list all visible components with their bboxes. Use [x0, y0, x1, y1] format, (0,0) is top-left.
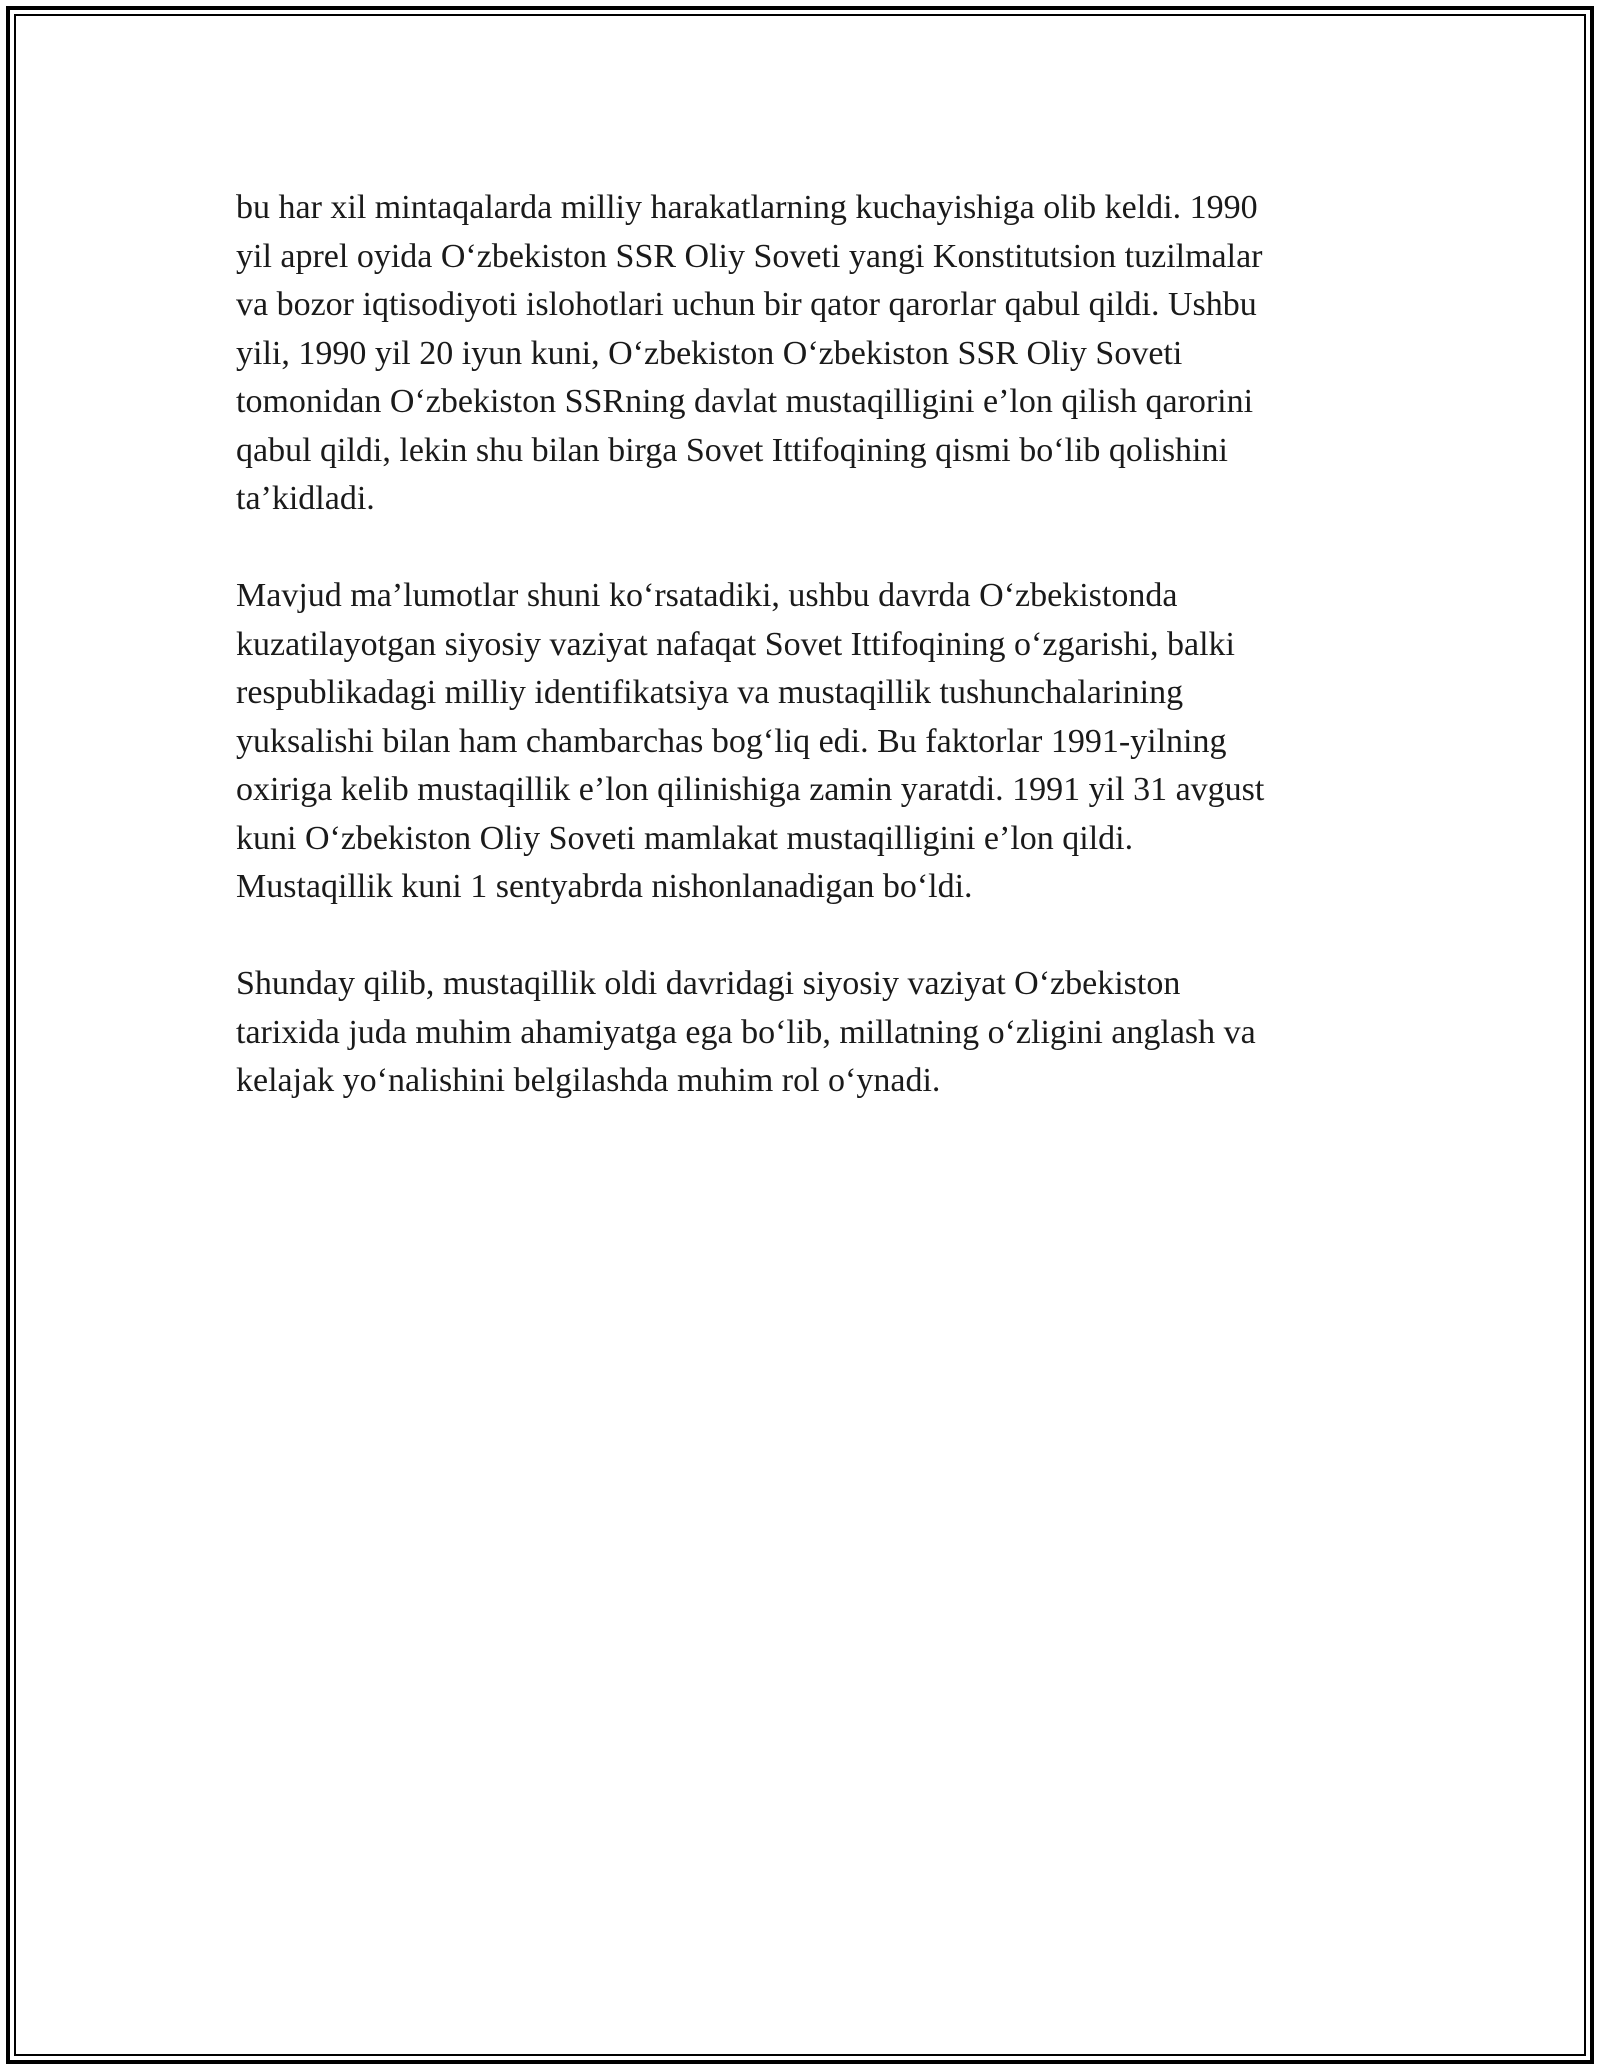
text-line: tarixida juda muhim ahamiyatga ega bo‘lib, millatning o‘zligini anglash va — [236, 1013, 1256, 1051]
text-line: Mavjud ma’lumotlar shuni ko‘rsatadiki, ushbu davrda O‘zbekistonda — [236, 577, 1178, 614]
text-line: qabul qildi, lekin shu bilan birga Sovet Ittifoqining qismi bo‘lib qolishini — [236, 431, 1228, 469]
paragraph-2 — [236, 572, 1386, 912]
paragraph-1 — [236, 184, 1386, 524]
text-line: kelajak yo‘nalishini belgilashda muhim rol o‘ynadi. — [236, 1062, 941, 1099]
text-line: bu har xil mintaqalarda milliy harakatlarning kuchayishiga olib keldi. 1990 — [236, 189, 1258, 226]
text-line: Mustaqillik kuni 1 sentyabrda nishonlanadigan bo‘ldi. — [236, 868, 973, 905]
text-line: yuksalishi bilan ham chambarchas bog‘liq edi. Bu faktorlar 1991-yilning — [236, 722, 1227, 760]
text-line: tomonidan O‘zbekiston SSRning davlat mustaqilligini e’lon qilish qarorini — [236, 383, 1254, 420]
text-line: respublikadagi milliy identifikatsiya va mustaqillik tushunchalarining — [236, 674, 1184, 711]
text-line: yili, 1990 yil 20 iyun kuni, O‘zbekiston O‘zbekiston SSR Oliy Soveti — [236, 334, 1183, 372]
text-line: oxiriga kelib mustaqillik e’lon qilinishiga zamin yaratdi. 1991 yil 31 avgust — [236, 771, 1265, 808]
document-body — [236, 184, 1386, 1154]
text-line: Shunday qilib, mustaqillik oldi davridagi siyosiy vaziyat O‘zbekiston — [236, 965, 1181, 1002]
paragraph-3 — [236, 960, 1386, 1106]
text-line: kuzatilayotgan siyosiy vaziyat nafaqat Sovet Ittifoqining o‘zgarishi, balki — [236, 625, 1235, 663]
text-line: ta’kidladi. — [236, 480, 375, 517]
text-line: yil aprel oyida O‘zbekiston SSR Oliy Soveti yangi Konstitutsion tuzilmalar — [236, 237, 1263, 275]
text-line: va bozor iqtisodiyoti islohotlari uchun bir qator qarorlar qabul qildi. Ushbu — [236, 286, 1257, 323]
text-line: kuni O‘zbekiston Oliy Soveti mamlakat mustaqilligini e’lon qildi. — [236, 819, 1134, 857]
